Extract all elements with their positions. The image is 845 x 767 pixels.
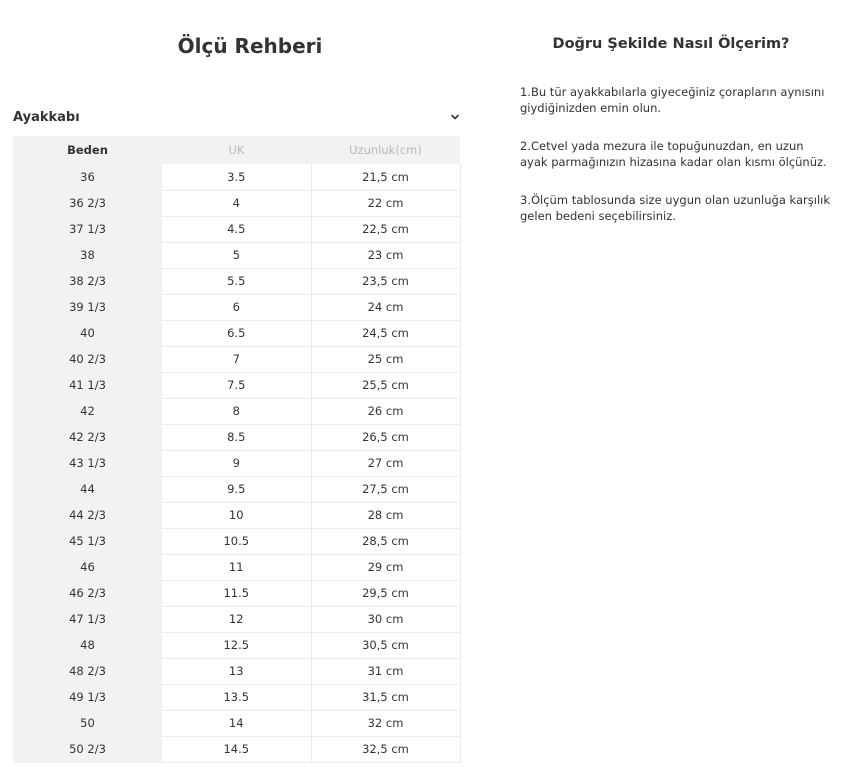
cell-length: 22 cm [311,190,460,216]
instructions-title: Doğru Şekilde Nasıl Ölçerim? [552,36,790,52]
table-row [13,424,460,450]
cell-length: 29 cm [311,554,460,580]
table-row [13,216,460,242]
table-body [13,164,460,762]
cell-uk: 8.5 [162,424,311,450]
cell-length: 26 cm [311,398,460,424]
table-row [13,632,460,658]
table-row [13,450,460,476]
cell-uk: 5.5 [162,268,311,294]
cell-length: 28,5 cm [311,528,460,554]
table-row [13,710,460,736]
cell-beden: 44 2/3 [13,502,162,528]
cell-uk: 6 [162,294,311,320]
instruction-step-2: 2.Cetvel yada mezura ile topuğunuzdan, en uzun ayak parmağınızın hizasına kadar olan kısmı ölçünüz. [520,139,827,169]
cell-beden: 40 [13,320,162,346]
table-row [13,242,460,268]
cell-uk: 14 [162,710,311,736]
cell-beden: 47 1/3 [13,606,162,632]
cell-length: 24,5 cm [311,320,460,346]
table-row [13,476,460,502]
cell-beden: 46 [13,554,162,580]
table-row [13,502,460,528]
cell-beden: 36 2/3 [13,190,162,216]
page-title: Ölçü Rehberi [177,34,323,58]
cell-length: 30,5 cm [311,632,460,658]
table-row [13,580,460,606]
cell-beden: 50 [13,710,162,736]
cell-uk: 13.5 [162,684,311,710]
cell-beden: 42 [13,398,162,424]
cell-beden: 50 2/3 [13,736,162,762]
size-table [13,136,461,763]
instruction-step-3: 3.Ölçüm tablosunda size uygun olan uzunluğa karşılık gelen bedeni seçebilirsiniz. [520,193,831,223]
cell-beden: 39 1/3 [13,294,162,320]
cell-length: 31 cm [311,658,460,684]
column-header-length: Uzunluk(cm) [311,136,460,164]
cell-length: 26,5 cm [311,424,460,450]
cell-beden: 45 1/3 [13,528,162,554]
cell-uk: 6.5 [162,320,311,346]
cell-beden: 37 1/3 [13,216,162,242]
cell-uk: 8 [162,398,311,424]
cell-length: 32,5 cm [311,736,460,762]
table-row [13,346,460,372]
cell-uk: 13 [162,658,311,684]
table-row [13,554,460,580]
cell-uk: 10 [162,502,311,528]
cell-uk: 11 [162,554,311,580]
cell-uk: 4 [162,190,311,216]
cell-length: 25 cm [311,346,460,372]
cell-uk: 5 [162,242,311,268]
cell-length: 30 cm [311,606,460,632]
cell-uk: 14.5 [162,736,311,762]
cell-beden: 40 2/3 [13,346,162,372]
cell-beden: 43 1/3 [13,450,162,476]
cell-uk: 12 [162,606,311,632]
cell-uk: 12.5 [162,632,311,658]
cell-uk: 9.5 [162,476,311,502]
cell-uk: 11.5 [162,580,311,606]
cell-length: 27 cm [311,450,460,476]
cell-uk: 3.5 [162,164,311,190]
table-row [13,294,460,320]
cell-length: 22,5 cm [311,216,460,242]
table-row [13,606,460,632]
table-row [13,684,460,710]
table-row [13,164,460,190]
instruction-step-1: 1.Bu tür ayakkabılarla giyeceğiniz çorapların aynısını giydiğinizden emin olun. [520,85,825,115]
table-row [13,736,460,762]
column-header-beden: Beden [13,136,162,164]
table-row [13,320,460,346]
cell-beden: 38 [13,242,162,268]
cell-length: 31,5 cm [311,684,460,710]
cell-uk: 4.5 [162,216,311,242]
table-row [13,372,460,398]
cell-uk: 10.5 [162,528,311,554]
table-row [13,658,460,684]
cell-length: 32 cm [311,710,460,736]
cell-beden: 46 2/3 [13,580,162,606]
cell-uk: 7 [162,346,311,372]
cell-beden: 42 2/3 [13,424,162,450]
cell-uk: 7.5 [162,372,311,398]
cell-beden: 38 2/3 [13,268,162,294]
cell-length: 24 cm [311,294,460,320]
table-row [13,268,460,294]
column-header-uk: UK [162,136,311,164]
cell-beden: 49 1/3 [13,684,162,710]
cell-beden: 36 [13,164,162,190]
table-row [13,528,460,554]
category-dropdown[interactable] [13,107,460,127]
chevron-down-icon[interactable] [449,111,461,123]
cell-length: 27,5 cm [311,476,460,502]
table-row [13,398,460,424]
cell-beden: 41 1/3 [13,372,162,398]
category-label: Ayakkabı [13,109,80,125]
cell-length: 23 cm [311,242,460,268]
cell-beden: 44 [13,476,162,502]
cell-length: 29,5 cm [311,580,460,606]
table-header-row [13,136,460,164]
cell-beden: 48 2/3 [13,658,162,684]
cell-beden: 48 [13,632,162,658]
cell-length: 21,5 cm [311,164,460,190]
cell-length: 28 cm [311,502,460,528]
cell-length: 25,5 cm [311,372,460,398]
cell-length: 23,5 cm [311,268,460,294]
cell-uk: 9 [162,450,311,476]
table-row [13,190,460,216]
